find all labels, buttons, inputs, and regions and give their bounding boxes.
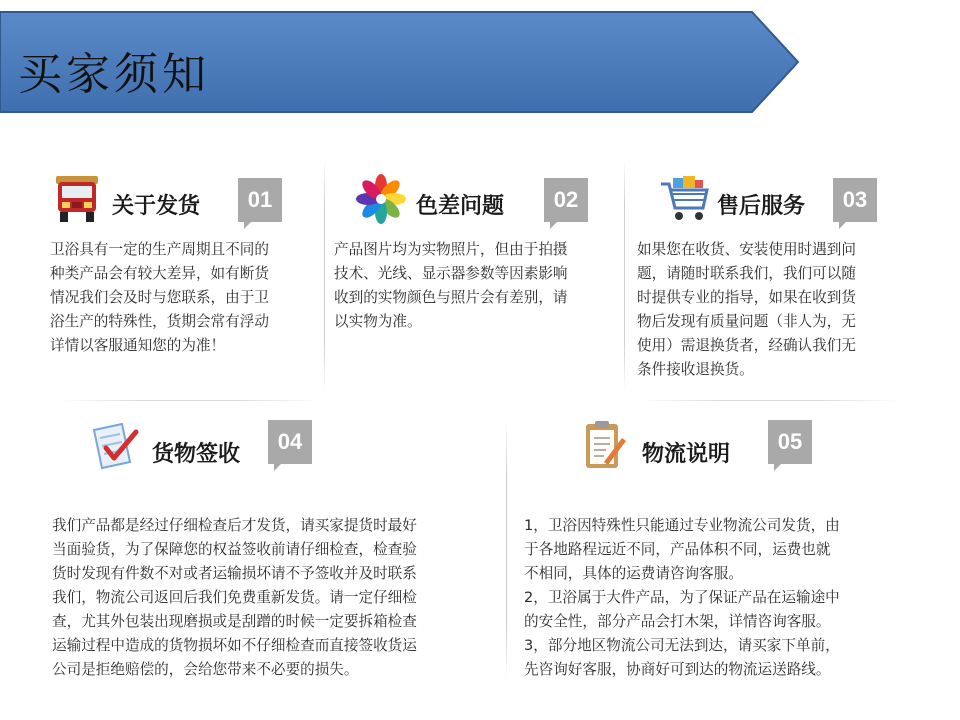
section-body: 我们产品都是经过仔细检查后才发货，请买家提货时最好 当面验货，为了保障您的权益签收前请仔细检查，检查验 货时发现有件数不对或者运输损坏请不予签收并及时联系 我们，物流公司返回后我们免费重新发货。请一定仔细检 查，尤其外包装出现磨损或是刮蹭的时候一定要拆箱检查 运输过程中造成的货物损坏如不仔细检查而直接签收货运 公司是拒绝赔偿的，会给您带来不必要的损失。 (52, 517, 417, 678)
shopping-cart-icon (657, 172, 711, 226)
section-logistics (524, 418, 909, 688)
color-wheel-icon (354, 172, 408, 226)
page-title: 买家须知 (18, 49, 210, 100)
section-color-difference (334, 172, 619, 392)
section-title: 关于发货 (112, 193, 201, 219)
section-body: 卫浴具有一定的生产周期且不同的 种类产品会有较大差异，如有断货 情况我们会及时与您联系，由于卫 浴生产的特殊性，货期会常有浮动 详情以客服通知您的为准！ (50, 241, 269, 354)
section-shipping (50, 172, 320, 392)
title-banner (0, 10, 800, 114)
section-title: 售后服务 (717, 193, 806, 219)
checklist-icon (88, 418, 142, 472)
section-receipt (52, 418, 492, 688)
column-divider (324, 160, 325, 390)
section-number-badge: 04 (268, 420, 312, 464)
section-title: 货物签收 (152, 441, 241, 467)
section-header (50, 172, 320, 232)
section-number-badge: 01 (238, 178, 282, 222)
section-after-sales (637, 172, 907, 392)
delivery-truck-icon (50, 172, 104, 226)
section-number-badge: 02 (544, 178, 588, 222)
section-title: 色差问题 (416, 193, 505, 219)
section-number-badge: 03 (833, 178, 877, 222)
row-divider (640, 400, 900, 401)
row-divider (60, 400, 320, 401)
section-header (334, 172, 619, 232)
section-header (637, 172, 907, 232)
section-number-badge: 05 (768, 420, 812, 464)
section-header (52, 418, 492, 478)
clipboard-pen-icon (576, 418, 630, 472)
column-divider (624, 160, 625, 390)
column-divider (506, 420, 507, 680)
section-header (524, 418, 909, 478)
section-title: 物流说明 (642, 441, 731, 467)
section-body: 如果您在收货、安装使用时遇到问 题，请随时联系我们，我们可以随 时提供专业的指导，如果在收到货 物后发现有质量问题（非人为，无 使用）需退换货者，经确认我们无 条件接收退换货。 (637, 241, 856, 378)
section-body: 1，卫浴因特殊性只能通过专业物流公司发货，由 于各地路程远近不同，产品体积不同，运费也就 不相同，具体的运费请咨询客服。 2，卫浴属于大件产品，为了保证产品在运输途中 的安全性，部分产品会打木架，详情咨询客服。 3，部分地区物流公司无法到达，请买家下单前， 先咨询好客服，协商好可到达的物流运送路线。 (524, 517, 840, 678)
section-body: 产品图片均为实物照片，但由于拍摄 技术、光线、显示器参数等因素影响 收到的实物颜色与照片会有差别，请 以实物为准。 (334, 241, 568, 330)
